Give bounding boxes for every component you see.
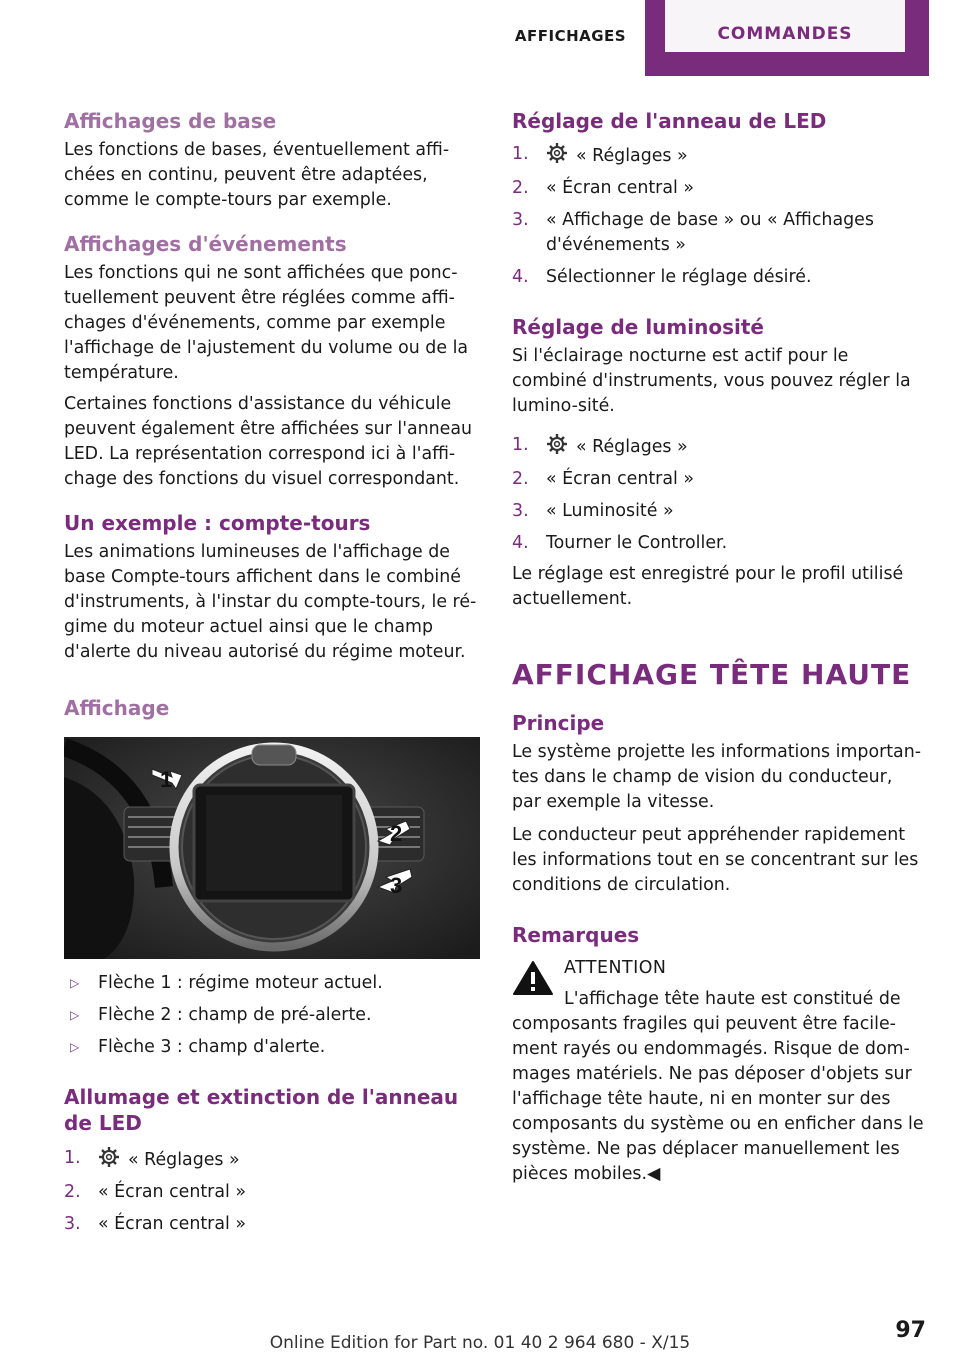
right-column bbox=[512, 108, 926, 1187]
list-item: 4. Tourner le Controller. bbox=[512, 533, 728, 553]
photo-label-2: 2 bbox=[390, 821, 403, 846]
heading-affichage: Affichage bbox=[64, 696, 170, 720]
triangle-bullet-icon: ▷ bbox=[70, 1040, 80, 1054]
heading-affichages-base: Affichages de base bbox=[64, 109, 277, 133]
list-item: 4. Sélectionner le réglage désiré. bbox=[512, 267, 812, 287]
para-luminosite: Si l'éclairage nocturne est actif pour le combiné d'instruments, vous pouvez régler la lumino-sité. bbox=[512, 346, 911, 416]
list-item: 1. « Réglages » bbox=[64, 1148, 240, 1170]
tab-commandes-bg bbox=[645, 0, 929, 76]
photo-label-1: 1 bbox=[160, 767, 173, 792]
para-principe: Le système projette les informations importan-tes dans le champ de vision du conducteur, par exemple la vitesse. bbox=[512, 742, 922, 812]
para-evenements: Les fonctions qui ne sont affichées que ponc-tuellement peuvent être réglées comme affi-chages d'événements, comme par exemple l'affichage de l'ajustement du volume ou de la température. bbox=[64, 263, 469, 383]
heading-principe: Principe bbox=[512, 711, 605, 735]
triangle-bullet-icon: ▷ bbox=[70, 976, 80, 990]
para-exemple: Les animations lumineuses de l'affichage de base Compte-tours affichent dans le combiné d'instruments, à l'instar du compte-tours, le ré-gime du moteur actuel ainsi que le champ d'alerte du niveau autorisé du régime moteur. bbox=[64, 542, 477, 662]
heading-allumage: Allumage et extinction de l'anneau de LED bbox=[64, 1085, 459, 1135]
list-item: ▷ Flèche 1 : régime moteur actuel. bbox=[64, 971, 478, 996]
tab-affichages: AFFICHAGES bbox=[496, 0, 645, 76]
header-tabs bbox=[496, 0, 929, 76]
list-item: ▷ Flèche 3 : champ d'alerte. bbox=[64, 1035, 478, 1060]
luminosite-steps bbox=[512, 433, 926, 556]
list-item: 1. « Réglages » bbox=[512, 144, 688, 166]
list-item: ▷ Flèche 2 : champ de pré-alerte. bbox=[64, 1003, 478, 1028]
heading-luminosite: Réglage de luminosité bbox=[512, 315, 764, 339]
heading-remarques: Remarques bbox=[512, 923, 640, 947]
warning-title: ATTENTION bbox=[564, 958, 667, 978]
settings-gear-icon bbox=[546, 433, 568, 455]
footer-edition: Online Edition for Part no. 01 40 2 964 680 - X/15 bbox=[269, 1333, 691, 1353]
list-item: 3. « Écran central » bbox=[64, 1214, 246, 1234]
heading-exemple: Un exemple : compte-tours bbox=[64, 511, 371, 535]
reglage-anneau-steps bbox=[512, 142, 926, 290]
list-item: 2. « Écran central » bbox=[64, 1182, 246, 1202]
tab-commandes: COMMANDES bbox=[665, 0, 905, 52]
para-reglage-enregistre: Le réglage est enregistré pour le profil utilisé actuellement. bbox=[512, 564, 904, 609]
page-number: 97 bbox=[895, 1318, 926, 1343]
list-item: 2. « Écran central » bbox=[512, 469, 694, 489]
allumage-steps bbox=[64, 1146, 478, 1237]
list-item: 2. « Écran central » bbox=[512, 178, 694, 198]
section-title-hud: AFFICHAGE TÊTE HAUTE bbox=[512, 658, 912, 691]
list-item: 3. « Affichage de base » ou « Affichages d'événements » bbox=[512, 210, 874, 255]
left-column bbox=[64, 108, 478, 1237]
heading-reglage-anneau: Réglage de l'anneau de LED bbox=[512, 109, 827, 133]
list-item: 1. « Réglages » bbox=[512, 435, 688, 457]
photo-label-3: 3 bbox=[390, 873, 403, 898]
settings-gear-icon bbox=[546, 142, 568, 164]
led-ring-photo bbox=[64, 737, 480, 959]
list-item: 3. « Luminosité » bbox=[512, 501, 674, 521]
para-conducteur: Le conducteur peut appréhender rapidement les informations tout en se concentrant sur les conditions de circulation. bbox=[512, 825, 919, 895]
warning-triangle-icon bbox=[512, 960, 554, 996]
settings-gear-icon bbox=[98, 1146, 120, 1168]
para-affichages-base: Les fonctions de bases, éventuellement affi-chées en continu, peuvent être adaptées, comme le compte-tours par exemple. bbox=[64, 140, 450, 210]
warning-text: L'affichage tête haute est constitué de composants fragiles qui peuvent être facile-ment rayés ou endommagés. Risque de dom-mages matériels. Ne pas déposer d'objets sur l'affichage tête haute, ni en monter sur des composants du système ou en enficher dans le système. Ne pas déplacer manuellement les pièces mobiles.◀ bbox=[512, 989, 924, 1184]
triangle-bullet-icon: ▷ bbox=[70, 1008, 80, 1022]
arrow-bullets bbox=[64, 971, 478, 1060]
heading-affichages-evenements: Affichages d'événements bbox=[64, 232, 347, 256]
para-assistance: Certaines fonctions d'assistance du véhicule peuvent également être affichées sur l'anneau LED. La représentation correspond ici à l'affi-chage des fonctions du visuel correspondant. bbox=[64, 394, 473, 489]
warning-block bbox=[512, 956, 926, 981]
